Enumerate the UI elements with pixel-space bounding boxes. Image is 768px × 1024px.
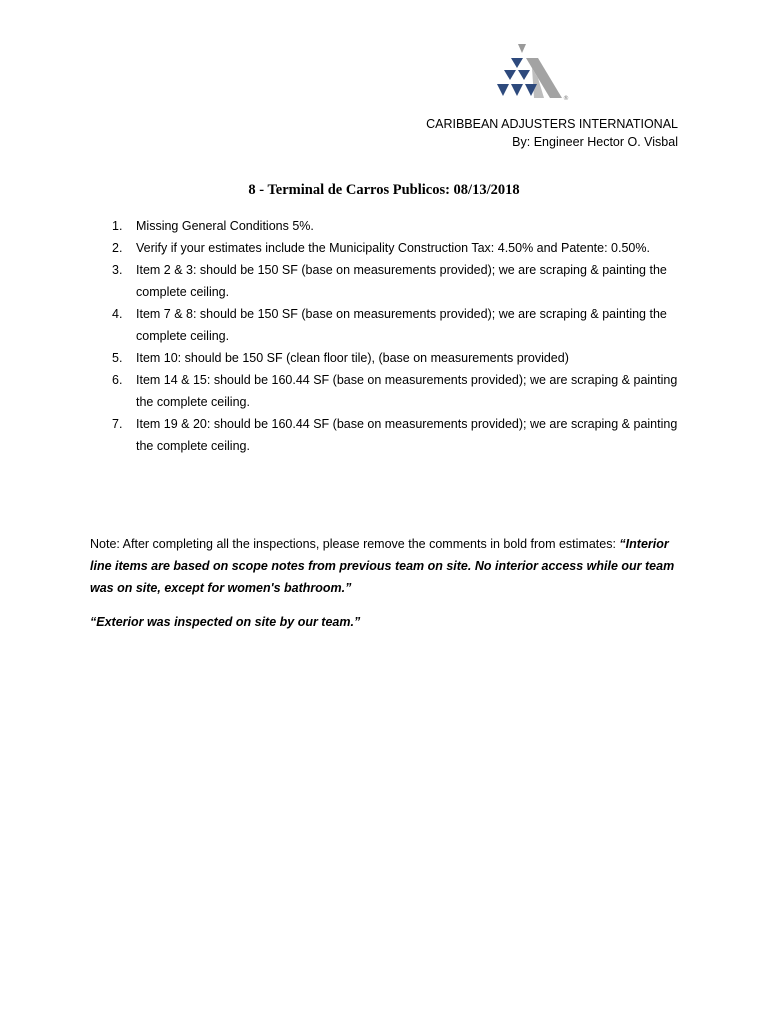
logo-navy-tri — [497, 84, 509, 96]
item-text: Item 7 & 8: should be 150 SF (base on measurements provided); we are scraping & painting the complete ceiling. — [136, 307, 667, 343]
list-item — [112, 259, 686, 303]
note-quote: “Interior line items are based on scope notes from previous team on site. No interior access while our team was on site, except for women's bathroom.” — [90, 537, 675, 595]
item-number: 5. — [112, 351, 123, 365]
note-paragraph — [90, 533, 680, 599]
exterior-quote: “Exterior was inspected on site by our team.” — [90, 615, 361, 629]
logo-navy-tri — [511, 58, 523, 68]
logo-navy-tri — [518, 70, 530, 80]
item-number: 2. — [112, 241, 123, 255]
list-item — [112, 413, 686, 457]
list-item — [112, 347, 686, 369]
item-text: Item 10: should be 150 SF (clean floor tile), (base on measurements provided) — [136, 351, 569, 365]
note-intro: Note: After completing all the inspections, please remove the comments in bold from estimates: — [90, 537, 620, 551]
logo-navy-tri — [511, 84, 523, 96]
item-text: Item 14 & 15: should be 160.44 SF (base on measurements provided); we are scraping & painting the complete ceiling. — [136, 373, 678, 409]
company-block — [426, 115, 678, 151]
list-item — [112, 303, 686, 347]
item-text: Verify if your estimates include the Municipality Construction Tax: 4.50% and Patente: 0.50%. — [136, 241, 650, 255]
item-number: 1. — [112, 219, 123, 233]
item-text: Missing General Conditions 5%. — [136, 219, 314, 233]
document-title: 8 - Terminal de Carros Publicos: 08/13/2018 — [248, 182, 520, 198]
exterior-paragraph — [90, 611, 680, 633]
item-number: 3. — [112, 263, 123, 277]
comment-list — [112, 215, 686, 457]
item-number: 7. — [112, 417, 123, 431]
company-name: CARIBBEAN ADJUSTERS INTERNATIONAL — [426, 117, 678, 131]
logo-registered-mark: ® — [563, 95, 569, 102]
list-item — [112, 215, 686, 237]
list-item — [112, 237, 686, 259]
list-item — [112, 369, 686, 413]
item-text: Item 19 & 20: should be 160.44 SF (base on measurements provided); we are scraping & painting the complete ceiling. — [136, 417, 678, 453]
company-logo — [494, 44, 570, 102]
author-line: By: Engineer Hector O. Visbal — [512, 135, 678, 149]
logo-navy-tri — [504, 70, 516, 80]
item-text: Item 2 & 3: should be 150 SF (base on measurements provided); we are scraping & painting the complete ceiling. — [136, 263, 667, 299]
item-number: 4. — [112, 307, 123, 321]
logo-gray-top — [518, 44, 526, 53]
item-number: 6. — [112, 373, 123, 387]
